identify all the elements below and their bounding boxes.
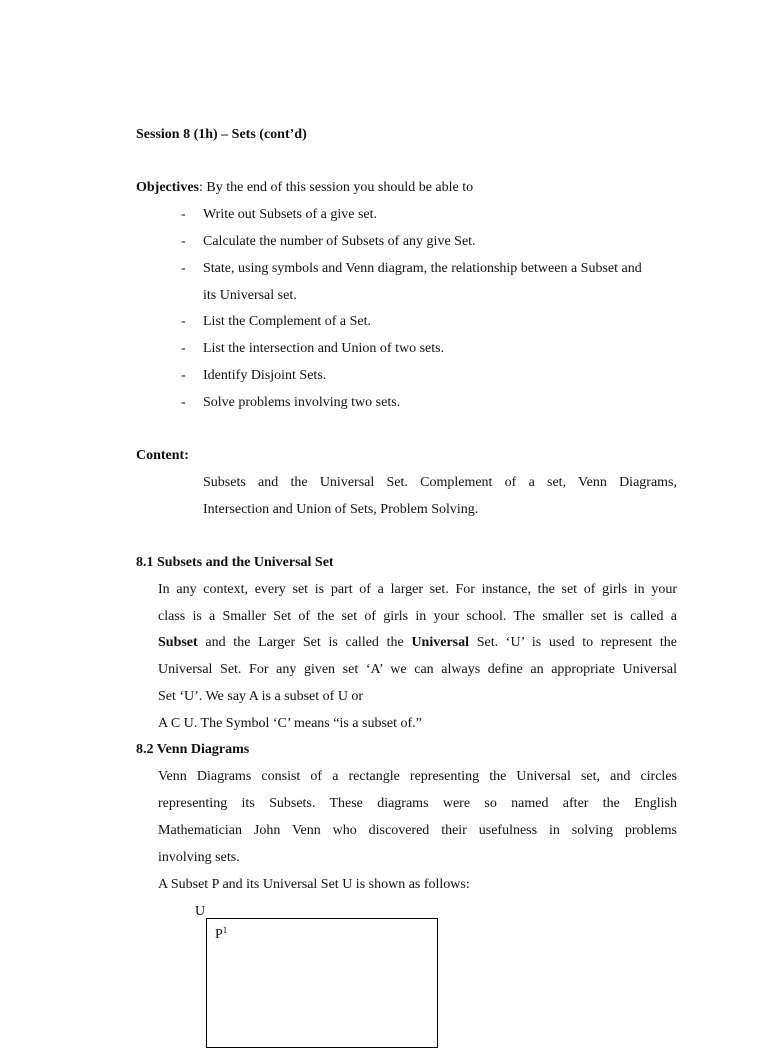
paragraph-line: A Subset P and its Universal Set U is shown as follows: [158,877,470,892]
objectives-line [136,179,473,197]
paragraph-line: In any context, every set is part of a larger set. For instance, the set of girls in your [158,582,677,597]
paragraph-line: involving sets. [158,850,240,865]
paragraph-text: Set. ‘U’ is used to represent the [469,635,677,650]
objectives-intro: : By the end of this session you should be able to [198,180,474,195]
objectives-label: Objectives [136,180,199,195]
universal-set-label: U [195,904,206,919]
subset-label [215,926,227,944]
session-title: Session 8 (1h) – Sets (cont’d) [136,127,307,142]
content-text: Subsets and the Universal Set. Complement of a set, Venn Diagrams, [203,475,677,490]
universal-term: Universal [411,635,469,650]
bullet-dash: - [181,395,186,410]
section-heading: 8.2 Venn Diagrams [136,742,250,757]
paragraph-line: Set ‘U’. We say A is a subset of U or [158,689,364,704]
objective-item: State, using symbols and Venn diagram, the relationship between a Subset and [203,261,642,276]
paragraph-line [158,634,677,652]
subset-label-letter: P [215,927,223,942]
bullet-dash: - [181,207,186,222]
bullet-dash: - [181,341,186,356]
bullet-dash: - [181,234,186,249]
objective-item: List the intersection and Union of two sets. [203,341,445,356]
objective-item: Write out Subsets of a give set. [203,207,378,222]
objective-item: Identify Disjoint Sets. [203,368,327,383]
section-heading: 8.1 Subsets and the Universal Set [136,555,334,570]
paragraph-line: A C U. The Symbol ‘C’ means “is a subset of.” [158,716,422,731]
paragraph-line: Universal Set. For any given set ‘A’ we can always define an appropriate Universal [158,662,677,677]
objective-item: List the Complement of a Set. [203,314,371,329]
paragraph-line: Mathematician John Venn who discovered their usefulness in solving problems [158,823,677,838]
paragraph-line: Venn Diagrams consist of a rectangle representing the Universal set, and circles [158,769,677,784]
bullet-dash: - [181,261,186,276]
objective-item: Solve problems involving two sets. [203,395,401,410]
bullet-dash: - [181,368,186,383]
paragraph-line: representing its Subsets. These diagrams were so named after the English [158,796,677,811]
paragraph-text: and the Larger Set is called the [197,635,412,650]
subset-term: Subset [158,635,198,650]
paragraph-line: class is a Smaller Set of the set of girls in your school. The smaller set is called a [158,609,677,624]
objective-item-continued: its Universal set. [203,288,297,303]
bullet-dash: - [181,314,186,329]
universal-set-rectangle [206,918,438,1048]
content-heading: Content: [136,448,189,463]
objective-item: Calculate the number of Subsets of any give Set. [203,234,476,249]
content-text: Intersection and Union of Sets, Problem Solving. [203,502,479,517]
subset-label-superscript: 1 [222,925,228,935]
